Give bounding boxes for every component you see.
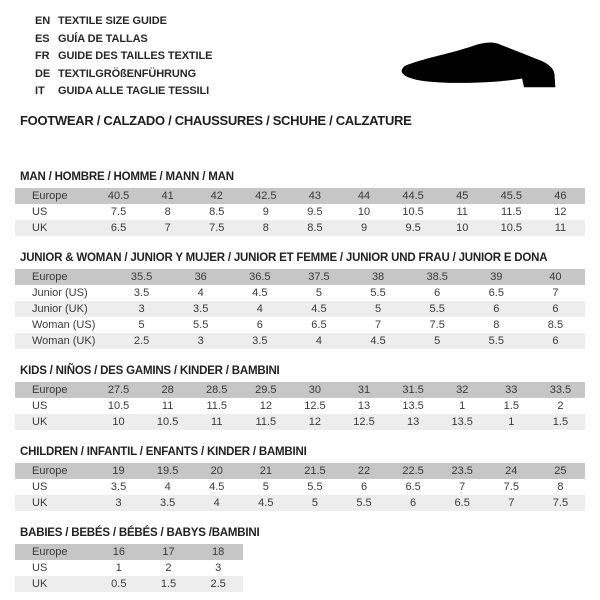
size-cell: 13.5 [451, 416, 473, 428]
size-cell: 0.5 [111, 578, 127, 590]
size-cell: 3 [115, 497, 122, 509]
size-cell: 23.5 [451, 465, 473, 477]
size-cell: 21.5 [304, 465, 326, 477]
table-row [15, 333, 585, 349]
table-row [15, 544, 243, 560]
size-cell: 3.5 [193, 303, 209, 315]
table-row [15, 479, 585, 495]
row-label: Junior (US) [32, 287, 88, 299]
size-cell: 36.5 [249, 271, 271, 283]
size-cell: 22 [357, 465, 371, 477]
section-title: BABIES / BEBÉS / BÉBÉS / BABYS /BAMBINI [20, 527, 260, 539]
size-cell: 3 [138, 303, 145, 315]
size-cell: 5 [315, 287, 322, 299]
size-cell: 36 [194, 271, 207, 283]
size-cell: 5.5 [370, 287, 386, 299]
size-cell: 12 [308, 416, 322, 428]
size-cell: 6.5 [311, 319, 327, 331]
size-cell: 11 [161, 400, 174, 412]
header [0, 0, 600, 165]
size-cell: 38 [371, 271, 385, 283]
size-cell: 11 [554, 222, 567, 234]
size-cell: 18 [212, 546, 225, 558]
size-table-section [15, 171, 585, 236]
size-cell: 4.5 [258, 497, 274, 509]
size-cell: 8.5 [307, 222, 323, 234]
size-cell: 1 [508, 416, 515, 428]
size-cell: 44.5 [402, 190, 424, 202]
size-cell: 6 [552, 335, 559, 347]
language-label: TEXTILGRÖßENFÜHRUNG [58, 67, 197, 80]
size-cell: 5 [375, 303, 382, 315]
size-cell: 6.5 [488, 287, 504, 299]
size-table-section [15, 365, 585, 430]
table-row [15, 285, 585, 301]
size-cell: 13 [357, 400, 371, 412]
size-cell: 28.5 [206, 384, 228, 396]
size-table-section [15, 252, 585, 349]
table-row [15, 576, 243, 592]
size-cell: 2 [557, 400, 564, 412]
size-cell: 35.5 [130, 271, 153, 283]
size-cell: 8 [493, 319, 500, 331]
size-table [15, 463, 585, 511]
size-cell: 7.5 [209, 222, 225, 234]
size-cell: 38.5 [426, 271, 448, 283]
size-cell: 30 [308, 384, 322, 396]
row-label: US [32, 562, 48, 574]
size-cell: 6.5 [454, 497, 470, 509]
size-cell: 5.5 [356, 497, 372, 509]
size-cell: 8.5 [547, 319, 564, 331]
size-cell: 12.5 [304, 400, 326, 412]
row-label: Europe [32, 546, 68, 558]
size-cell: 4 [256, 303, 263, 315]
table-row [15, 220, 585, 236]
row-label: UK [32, 578, 48, 590]
size-cell: 6 [256, 319, 263, 331]
size-cell: 40.5 [107, 190, 130, 202]
size-cell: 4.5 [311, 303, 327, 315]
size-cell: 29.5 [255, 384, 277, 396]
size-cell: 11.5 [501, 206, 522, 218]
size-cell: 20 [210, 465, 223, 477]
row-label: US [32, 206, 48, 218]
size-cell: 5 [262, 481, 269, 493]
size-table [15, 544, 243, 592]
size-cell: 13 [406, 416, 420, 428]
size-cell: 5.5 [307, 481, 323, 493]
size-table [15, 188, 585, 236]
size-cell: 8 [164, 206, 171, 218]
size-cell: 10.5 [402, 206, 424, 218]
language-code: FR [35, 50, 50, 62]
size-cell: 43 [308, 190, 322, 202]
size-cell: 12 [554, 206, 567, 218]
table-row [15, 463, 585, 479]
size-cell: 6 [410, 497, 417, 509]
size-cell: 6 [552, 303, 559, 315]
size-cell: 7 [375, 319, 382, 331]
size-cell: 1.5 [552, 416, 569, 428]
size-cell: 4 [197, 287, 204, 299]
language-row [35, 83, 212, 101]
size-cell: 9 [262, 206, 269, 218]
size-cell: 12 [259, 400, 272, 412]
size-cell: 33 [505, 384, 518, 396]
language-row [35, 48, 212, 66]
size-table [15, 269, 585, 349]
size-cell: 6.5 [110, 222, 127, 234]
size-cell: 1 [459, 400, 466, 412]
size-cell: 41 [161, 190, 174, 202]
size-cell: 28 [161, 384, 174, 396]
size-cell: 45.5 [500, 190, 522, 202]
row-label: US [32, 481, 48, 493]
language-row [35, 66, 212, 84]
size-cell: 40 [549, 271, 562, 283]
size-cell: 4.5 [370, 335, 386, 347]
section-title: MAN / HOMBRE / HOMME / MANN / MAN [20, 171, 234, 183]
size-cell: 7.5 [110, 206, 127, 218]
shoe-icon [392, 33, 574, 95]
size-cell: 21 [259, 465, 272, 477]
language-code: ES [35, 32, 50, 45]
size-cell: 5.5 [488, 335, 504, 347]
size-cell: 7 [164, 222, 171, 234]
language-label: GUIDA ALLE TAGLIE TESSILI [58, 85, 210, 97]
row-label: Europe [32, 271, 68, 283]
size-cell: 7.5 [503, 481, 519, 493]
size-cell: 7.5 [552, 497, 569, 509]
size-cell: 10 [456, 222, 469, 234]
row-label: US [32, 400, 48, 412]
size-cell: 8 [557, 481, 564, 493]
size-cell: 39 [490, 271, 503, 283]
size-cell: 3.5 [133, 287, 150, 299]
size-cell: 8.5 [209, 206, 225, 218]
size-cell: 3.5 [252, 335, 268, 347]
size-cell: 19 [112, 465, 125, 477]
size-cell: 4.5 [209, 481, 225, 493]
size-cell: 6 [434, 287, 441, 299]
size-cell: 4 [315, 335, 322, 347]
size-cell: 17 [162, 546, 175, 558]
language-label: GUIDE DES TAILLES TEXTILE [58, 50, 213, 62]
table-row [15, 188, 585, 204]
section-title: KIDS / NIÑOS / DES GAMINS / KINDER / BAMBINI [20, 365, 280, 377]
table-row [15, 398, 585, 414]
language-list [35, 13, 212, 101]
size-cell: 11.5 [255, 416, 277, 428]
size-cell: 6.5 [405, 481, 421, 493]
size-cell: 5.5 [429, 303, 445, 315]
size-cell: 10.5 [156, 416, 179, 428]
size-cell: 12.5 [353, 416, 375, 428]
size-cell: 9.5 [405, 222, 421, 234]
size-tables [15, 168, 585, 592]
size-cell: 31.5 [402, 384, 424, 396]
size-cell: 1 [115, 562, 122, 574]
language-label: GUÍA DE TALLAS [58, 32, 148, 45]
size-cell: 46 [554, 190, 567, 202]
size-table-section [15, 527, 585, 592]
size-cell: 2.5 [210, 578, 226, 590]
row-label: Junior (UK) [32, 303, 88, 315]
size-cell: 27.5 [107, 384, 130, 396]
size-cell: 31 [357, 384, 371, 396]
language-label: TEXTILE SIZE GUIDE [58, 15, 167, 27]
row-label: Woman (US) [32, 319, 96, 331]
row-label: Woman (UK) [32, 335, 96, 347]
size-cell: 22.5 [402, 465, 424, 477]
row-label: Europe [32, 190, 68, 202]
row-label: UK [32, 416, 48, 428]
language-code: EN [35, 15, 51, 27]
language-row [35, 31, 212, 49]
size-cell: 7 [552, 287, 559, 299]
size-cell: 3.5 [159, 497, 176, 509]
row-label: UK [32, 222, 48, 234]
size-cell: 3.5 [110, 481, 127, 493]
size-cell: 2.5 [133, 335, 150, 347]
size-cell: 32 [456, 384, 469, 396]
size-cell: 10.5 [107, 400, 130, 412]
size-cell: 4 [164, 481, 171, 493]
size-cell: 5.5 [193, 319, 209, 331]
size-cell: 10 [112, 416, 125, 428]
size-cell: 24 [505, 465, 518, 477]
table-row [15, 317, 585, 333]
section-title: CHILDREN / INFANTIL / ENFANTS / KINDER / BAMBINI [20, 446, 307, 458]
table-row [15, 269, 585, 285]
size-cell: 10 [357, 206, 371, 218]
size-cell: 5 [138, 319, 145, 331]
size-cell: 9 [360, 222, 368, 234]
size-cell: 1.5 [503, 400, 519, 412]
size-cell: 3 [197, 335, 204, 347]
size-cell: 1.5 [160, 578, 177, 590]
size-table [15, 382, 585, 430]
size-cell: 11.5 [206, 400, 228, 412]
size-cell: 6 [360, 481, 368, 493]
size-cell: 10.5 [500, 222, 522, 234]
row-label: Europe [32, 465, 68, 477]
size-cell: 3 [215, 562, 222, 574]
size-cell: 8 [262, 222, 269, 234]
size-cell: 7 [508, 497, 515, 509]
language-code: IT [35, 85, 45, 97]
table-row [15, 560, 243, 576]
language-code: DE [35, 67, 51, 80]
size-cell: 33.5 [549, 384, 572, 396]
size-cell: 13.5 [402, 400, 424, 412]
table-row [15, 301, 585, 317]
size-cell: 37.5 [308, 271, 330, 283]
size-cell: 11 [211, 416, 223, 428]
size-cell: 9.5 [307, 206, 323, 218]
size-cell: 7 [459, 481, 466, 493]
size-cell: 42.5 [255, 190, 277, 202]
size-cell: 44 [357, 190, 371, 202]
section-title: JUNIOR & WOMAN / JUNIOR Y MUJER / JUNIOR ET FEMME / JUNIOR UND FRAU / JUNIOR E DONA [20, 252, 548, 264]
category-line: FOOTWEAR / CALZADO / CHAUSSURES / SCHUHE / CALZATURE [20, 113, 412, 128]
size-cell: 11 [456, 206, 468, 218]
size-cell: 16 [112, 546, 125, 558]
size-table-section [15, 446, 585, 511]
table-row [15, 414, 585, 430]
row-label: Europe [32, 384, 68, 396]
size-cell: 5 [311, 497, 318, 509]
size-cell: 19.5 [156, 465, 179, 477]
table-row [15, 495, 585, 511]
table-row [15, 204, 585, 220]
size-cell: 7.5 [429, 319, 445, 331]
row-label: UK [32, 497, 48, 509]
size-cell: 45 [456, 190, 469, 202]
language-row [35, 13, 212, 31]
size-cell: 4.5 [252, 287, 268, 299]
size-cell: 42 [210, 190, 223, 202]
size-cell: 4 [213, 497, 220, 509]
size-cell: 5 [434, 335, 441, 347]
size-cell: 6 [493, 303, 500, 315]
size-cell: 2 [165, 562, 172, 574]
size-cell: 25 [554, 465, 567, 477]
table-row [15, 382, 585, 398]
